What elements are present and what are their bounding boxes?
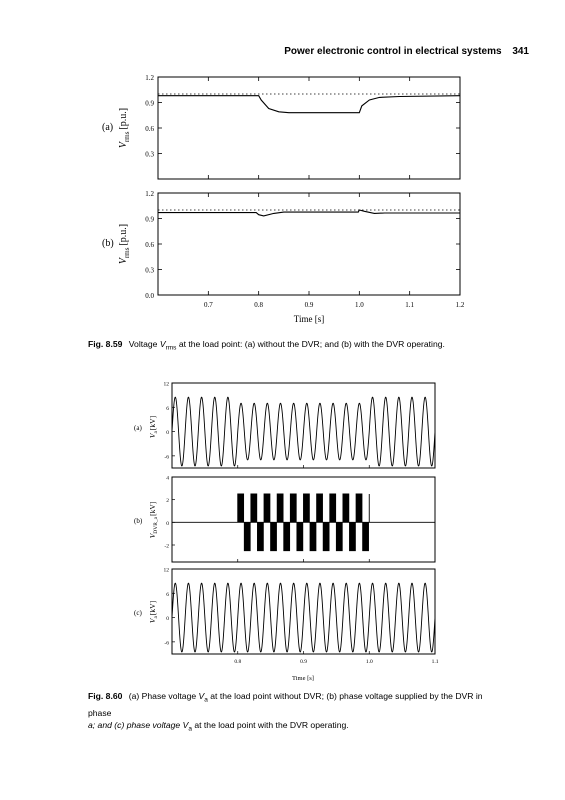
caption-number: Fig. 8.60 — [88, 691, 123, 701]
caption-sub: a — [204, 696, 208, 704]
x-tick-label: 0.8 — [254, 301, 264, 309]
caption-var: V — [198, 691, 205, 701]
y-tick-label: 12 — [163, 381, 169, 388]
fig60-panel-b — [134, 476, 435, 563]
waveform — [172, 583, 435, 652]
figure-8-60 — [0, 370, 565, 700]
panel-tag: (c) — [134, 609, 142, 617]
y-tick-label: 0.9 — [145, 215, 154, 224]
caption-number: Fig. 8.59 — [88, 339, 123, 349]
caption-text: at the load point without DVR; (b) phase voltage supplied by the DVR in phase — [88, 691, 483, 718]
caption-text: (a) Phase voltage — [128, 691, 197, 701]
y-tick-label: 0 — [166, 520, 169, 527]
y-tick-label: -2 — [164, 543, 169, 550]
panel-tag: (a) — [134, 424, 142, 432]
x-tick-label: 0.9 — [304, 301, 314, 309]
fig59-panel-b — [102, 190, 465, 309]
y-tick-label: 0.3 — [145, 266, 154, 275]
y-tick-label: 6 — [166, 405, 169, 412]
caption-sub: rms — [165, 344, 177, 352]
x-tick-label: 0.8 — [234, 659, 242, 665]
y-tick-label: -6 — [164, 640, 169, 647]
x-tick-label: 1.1 — [431, 659, 439, 665]
waveform — [172, 494, 435, 551]
y-axis-label: $V_{rms}[p.u.]$ — [118, 223, 131, 265]
y-tick-label: 0.6 — [145, 241, 154, 249]
y-axis-label: $V_{rms}[p.u.]$ — [118, 107, 131, 149]
caption-var: V — [159, 339, 166, 349]
fig59-panel-a — [102, 74, 460, 179]
caption-var: V — [182, 719, 189, 730]
fig60-panel-c — [134, 568, 439, 666]
fig59-caption — [88, 338, 508, 355]
fig60-caption — [88, 690, 508, 735]
y-tick-label: 0.9 — [145, 99, 154, 108]
panel-tag: (b) — [134, 517, 143, 525]
y-tick-label: 0.0 — [145, 292, 154, 300]
panel-tag: (b) — [102, 238, 114, 249]
y-tick-label: -6 — [164, 454, 169, 461]
y-axis-label: $V_a[kV]$ — [148, 600, 159, 624]
y-tick-label: 0.6 — [145, 125, 154, 133]
caption-text: at the load point with the DVR operating. — [194, 719, 349, 730]
series-line — [158, 210, 460, 216]
page-number: 341 — [512, 46, 529, 57]
y-tick-label: 0.3 — [145, 150, 154, 159]
fig60-panel-a — [134, 382, 435, 469]
y-tick-label: 0 — [166, 616, 169, 623]
y-tick-label: 2 — [166, 498, 169, 505]
plot-frame — [158, 77, 460, 179]
x-tick-label: 1.0 — [354, 301, 364, 309]
x-tick-label: 0.9 — [300, 659, 307, 665]
y-tick-label: 1.2 — [145, 74, 154, 82]
y-axis-label: $V_{DVR\_a}[kV]$ — [148, 501, 159, 539]
caption-text: at the load point: (a) without the DVR; and (b) with the DVR operating. — [178, 339, 445, 349]
caption-sub: a — [188, 725, 192, 733]
x-axis-label: Time [s] — [292, 675, 314, 682]
x-tick-label: 1.0 — [365, 659, 373, 665]
y-axis-label: $V_a[kV]$ — [148, 415, 159, 439]
figure-8-59 — [0, 0, 565, 330]
x-tick-label: 1.1 — [405, 301, 415, 309]
waveform — [172, 397, 435, 466]
plot-frame — [158, 193, 460, 295]
x-tick-label: 0.7 — [203, 301, 213, 309]
y-tick-label: 6 — [166, 591, 169, 598]
caption-text: a; and (c) phase voltage — [88, 719, 181, 730]
caption-text: Voltage — [128, 339, 158, 349]
panel-tag: (a) — [102, 122, 114, 133]
header-title: Power electronic control in electrical systems — [284, 46, 502, 57]
y-tick-label: 1.2 — [145, 190, 154, 198]
y-tick-label: 4 — [166, 475, 169, 482]
x-tick-label: 1.2 — [455, 301, 465, 309]
y-tick-label: 12 — [163, 567, 169, 574]
x-axis-label: Time [s] — [293, 314, 325, 324]
y-tick-label: 0 — [166, 430, 169, 437]
series-line — [158, 96, 460, 113]
